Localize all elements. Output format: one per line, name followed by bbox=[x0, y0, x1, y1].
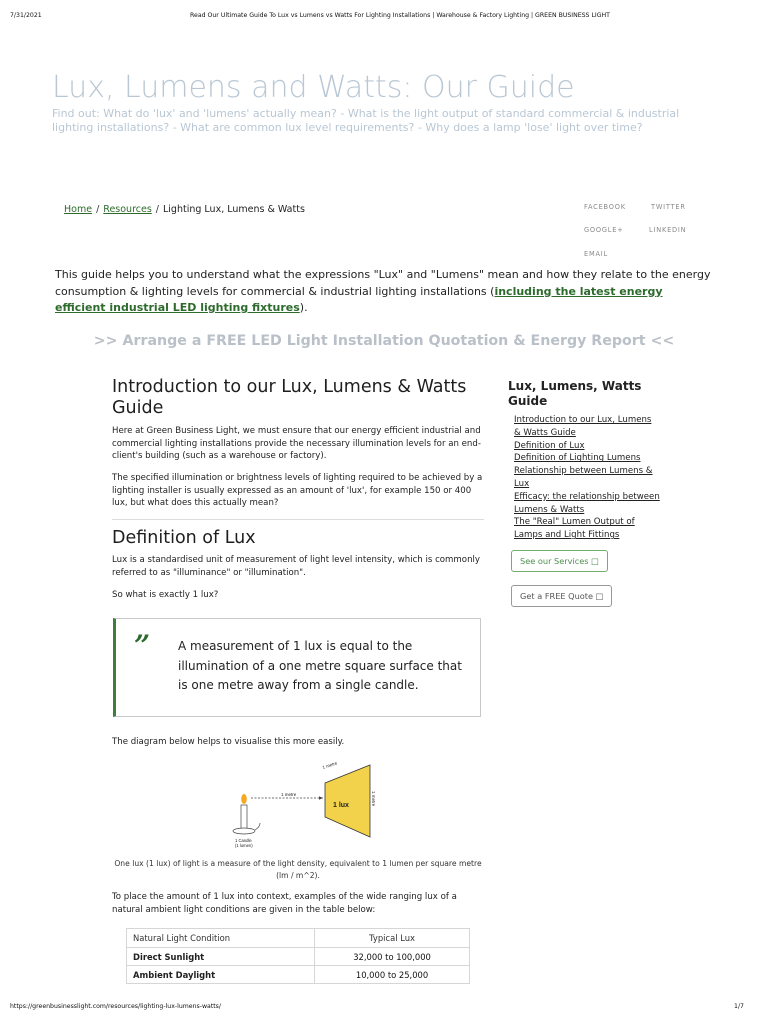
get-free-quote-button[interactable]: Get a FREE Quote □ bbox=[511, 585, 612, 607]
table-cell-condition: Direct Sunlight bbox=[127, 948, 315, 966]
share-linkedin-link[interactable]: LINKEDIN bbox=[649, 226, 687, 234]
section-heading-introduction: Introduction to our Lux, Lumens & Watts Guide bbox=[112, 377, 467, 418]
blockquote-text: A measurement of 1 lux is equal to the illumination of a one metre square surface that is one metre away from a single candle. bbox=[178, 639, 462, 692]
toc-item-definition-of-lumens[interactable]: Definition of Lighting Lumens bbox=[514, 453, 641, 464]
toc-item-introduction[interactable]: Introduction to our Lux, Lumens & Watts Guide bbox=[514, 415, 652, 438]
table-cell-lux: 32,000 to 100,000 bbox=[315, 948, 470, 966]
breadcrumb-separator: / bbox=[155, 204, 159, 215]
see-our-services-button[interactable]: See our Services □ bbox=[511, 550, 608, 572]
table-cell-condition: Ambient Daylight bbox=[127, 966, 315, 984]
lux-body-paragraph-4: To place the amount of 1 lux into context, examples of the wide ranging lux of a natural ambient light conditions are given in the table below: bbox=[112, 892, 457, 915]
print-footer bbox=[0, 1003, 768, 1015]
diagram-caption: One lux (1 lux) of light is a measure of the light density, equivalent to 1 lumen per square metre (lm / m^2). bbox=[114, 859, 482, 880]
sidebar-guide-title: Lux, Lumens, Watts Guide bbox=[508, 379, 642, 408]
lux-body-paragraph-3: The diagram below helps to visualise this more easily. bbox=[112, 737, 345, 747]
one-lux-diagram bbox=[225, 755, 385, 851]
candle-body-icon bbox=[241, 805, 247, 829]
lux-body-paragraph-1: Lux is a standardised unit of measurement of light level intensity, which is commonly referred to as "illuminance" or "illumination". bbox=[112, 555, 480, 578]
print-url: https://greenbusinesslight.com/resources/lighting-lux-lumens-watts/ bbox=[10, 1003, 221, 1010]
lux-definition-blockquote bbox=[113, 618, 481, 717]
table-row bbox=[127, 966, 470, 984]
breadcrumb-current: Lighting Lux, Lumens & Watts bbox=[163, 204, 305, 215]
print-page-title: Read Our Ultimate Guide To Lux vs Lumens vs Watts For Lighting Installations | Warehouse & Factory Lighting | GREEN BUSINESS LIGHT bbox=[190, 12, 610, 19]
breadcrumb-home-link[interactable]: Home bbox=[64, 204, 93, 215]
share-email-link[interactable]: EMAIL bbox=[584, 250, 608, 258]
print-header bbox=[0, 12, 768, 24]
toc-item-definition-of-lux[interactable]: Definition of Lux bbox=[514, 440, 585, 451]
print-page-number: 1/7 bbox=[734, 1003, 744, 1010]
intro-paragraph bbox=[55, 267, 715, 317]
toc-item-lumens-lux-relationship[interactable]: Relationship between Lumens & Lux bbox=[514, 466, 653, 489]
table-row bbox=[127, 948, 470, 966]
diagram-label-side: 1 metre bbox=[371, 791, 376, 807]
lux-body-paragraph-2: So what is exactly 1 lux? bbox=[112, 590, 219, 600]
table-header-condition: Natural Light Condition bbox=[127, 929, 315, 948]
diagram-label-candle-lumen: (1 lumen) bbox=[235, 843, 253, 848]
diagram-label-candle: 1 Candle bbox=[235, 838, 252, 843]
quote-mark-icon: ” bbox=[134, 629, 151, 662]
led-fixtures-link[interactable]: including the latest energy efficient industrial LED lighting fixtures bbox=[55, 284, 663, 314]
arrow-head-right bbox=[319, 796, 323, 800]
illuminated-surface bbox=[325, 765, 370, 837]
breadcrumb-separator: / bbox=[96, 204, 100, 215]
share-twitter-link[interactable]: TWITTER bbox=[651, 203, 686, 211]
intro-text-before: This guide helps you to understand what the expressions "Lux" and "Lumens" mean and how they relate to the energy consumption & lighting levels for commercial & industrial lighting installations ( bbox=[55, 268, 711, 298]
candle-handle-icon bbox=[255, 823, 260, 830]
candle-flame-icon bbox=[241, 794, 247, 804]
candle-holder-icon bbox=[233, 828, 255, 834]
page-subtitle: Find out: What do 'lux' and 'lumens' actually mean? - What is the light output of standard commercial & industrial lighting installations? - What are common lux level requirements? - Why does a lamp 'lose' light over time? bbox=[52, 107, 680, 134]
breadcrumb-resources-link[interactable]: Resources bbox=[103, 204, 152, 215]
intro-body-paragraph-1: Here at Green Business Light, we must ensure that our energy efficient industrial and commercial lighting installations provide the necessary illumination levels for an end-client's building (such as a warehouse or factory). bbox=[112, 426, 481, 461]
section-heading-definition-of-lux: Definition of Lux bbox=[112, 528, 256, 548]
share-facebook-link[interactable]: FACEBOOK bbox=[584, 203, 626, 211]
diagram-label-distance: 1 metre bbox=[281, 792, 297, 797]
section-divider bbox=[112, 519, 484, 520]
table-cell-lux: 10,000 to 25,000 bbox=[315, 966, 470, 984]
free-quotation-cta-link[interactable]: >> Arrange a FREE LED Light Installation Quotation & Energy Report << bbox=[93, 333, 675, 349]
share-google-link[interactable]: GOOGLE+ bbox=[584, 226, 624, 234]
intro-body-paragraph-2: The specified illumination or brightness levels of lighting required to be achieved by a lighting installer is usually expressed as an amount of 'lux', for example 150 or 400 lux, but what does this actually mean? bbox=[112, 473, 483, 508]
natural-light-lux-table bbox=[126, 928, 470, 984]
diagram-label-center: 1 lux bbox=[333, 802, 349, 809]
toc-item-efficacy[interactable]: Efficacy: the relationship between Lumens & Watts bbox=[514, 491, 660, 515]
guide-table-of-contents bbox=[514, 414, 660, 542]
toc-item-real-lumen-output[interactable]: The "Real" Lumen Output of Lamps and Light Fittings bbox=[514, 517, 635, 541]
print-date: 7/31/2021 bbox=[10, 12, 42, 19]
table-header-typical-lux: Typical Lux bbox=[315, 929, 470, 948]
page-title: Lux, Lumens and Watts: Our Guide bbox=[52, 70, 575, 105]
table-header-row bbox=[127, 929, 470, 948]
diagram-label-top: 1 metre bbox=[321, 760, 338, 770]
breadcrumb bbox=[64, 204, 305, 215]
intro-text-after: ). bbox=[299, 301, 308, 314]
